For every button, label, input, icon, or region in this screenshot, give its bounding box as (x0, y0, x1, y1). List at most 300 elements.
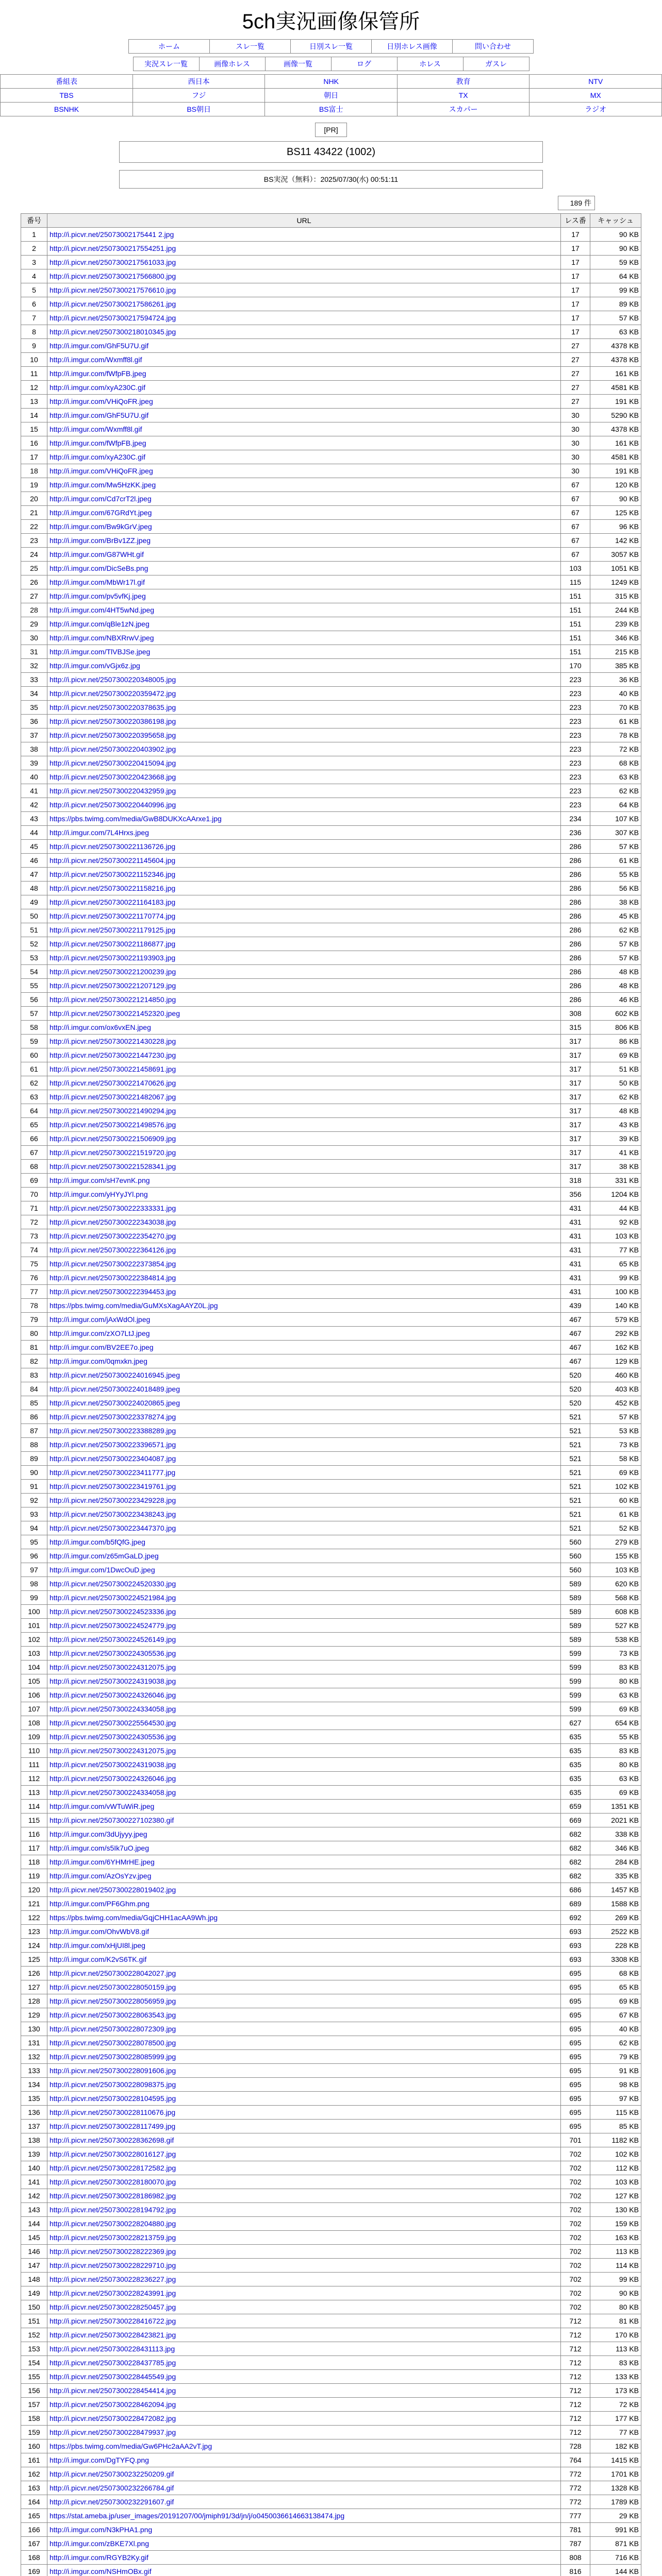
image-url-link[interactable]: http://i.picvr.net/2507300224018489.jpeg (47, 1382, 561, 1396)
res-number: 103 (561, 562, 590, 575)
row-number: 132 (21, 2050, 47, 2064)
subnav-link-1[interactable]: 実況スレ一覧 (144, 60, 188, 68)
cache-size: 385 KB (590, 659, 641, 673)
image-url-link[interactable]: http://i.imgur.com/xyA230C.gif (47, 450, 561, 464)
cache-size: 144 KB (590, 2565, 641, 2576)
image-url-link[interactable]: http://i.imgur.com/1DwcOuD.jpeg (47, 1563, 561, 1577)
image-url-link[interactable]: http://i.picvr.net/2507300227102380.gif (47, 1814, 561, 1827)
image-url-link[interactable]: http://i.picvr.net/2507300220440996.jpg (47, 798, 561, 812)
image-url-link[interactable]: http://i.imgur.com/qBle1zN.jpeg (47, 617, 561, 631)
res-number: 286 (561, 979, 590, 993)
cache-size: 68 KB (590, 1967, 641, 1980)
table-row (21, 798, 641, 812)
image-url-link[interactable]: http://i.imgur.com/7L4Hrxs.jpeg (47, 826, 561, 840)
res-number: 223 (561, 728, 590, 742)
image-url-link[interactable]: http://i.picvr.net/2507300228423821.jpg (47, 2328, 561, 2342)
image-url-link[interactable]: http://i.picvr.net/2507300221214850.jpg (47, 993, 561, 1007)
cache-size: 4378 KB (590, 353, 641, 367)
image-url-link[interactable]: http://i.imgur.com/3dUjyyy.jpeg (47, 1827, 561, 1841)
image-url-link[interactable]: http://i.imgur.com/z65mGaLD.jpeg (47, 1549, 561, 1563)
table-row (21, 534, 641, 548)
image-url-link[interactable]: http://i.picvr.net/2507300228078500.jpg (47, 2036, 561, 2050)
channel-link-4[interactable]: 教育 (456, 77, 471, 86)
res-number: 67 (561, 478, 590, 492)
image-url-link[interactable]: http://i.picvr.net/2507300228050159.jpg (47, 1980, 561, 1994)
image-url-link[interactable]: http://i.picvr.net/2507300228416722.jpg (47, 2314, 561, 2328)
cache-size: 107 KB (590, 812, 641, 826)
image-url-link[interactable]: http://i.imgur.com/GhF5U7U.gif (47, 339, 561, 353)
cache-size: 99 KB (590, 1271, 641, 1285)
image-url-link[interactable]: http://i.picvr.net/2507300223411777.jpg (47, 1466, 561, 1480)
image-url-link[interactable]: http://i.picvr.net/2507300221430228.jpg (47, 1035, 561, 1048)
table-row (21, 1396, 641, 1410)
row-number: 133 (21, 2064, 47, 2078)
cache-size: 346 KB (590, 631, 641, 645)
row-number: 154 (21, 2356, 47, 2370)
channel-link-9[interactable]: TX (458, 91, 468, 99)
image-url-link[interactable]: http://i.picvr.net/2507300220403902.jpg (47, 742, 561, 756)
image-url-link[interactable]: http://i.picvr.net/2507300228454414.jpg (47, 2384, 561, 2398)
res-number: 431 (561, 1243, 590, 1257)
image-url-link[interactable]: http://i.picvr.net/2507300228091606.jpg (47, 2064, 561, 2078)
image-url-link[interactable]: https://pbs.twimg.com/media/Gw6PHc2aAA2vT.jpg (47, 2439, 561, 2453)
image-url-link[interactable]: http://i.picvr.net/2507300221498576.jpg (47, 1118, 561, 1132)
image-url-link[interactable]: http://i.picvr.net/2507300221179125.jpg (47, 923, 561, 937)
image-url-link[interactable]: http://i.picvr.net/2507300221482067.jpg (47, 1090, 561, 1104)
subnav-link-5[interactable]: ホレス (419, 60, 441, 68)
cache-size: 80 KB (590, 2300, 641, 2314)
image-url-link[interactable]: http://i.picvr.net/2507300221490294.jpg (47, 1104, 561, 1118)
cache-size: 1351 KB (590, 1800, 641, 1814)
image-url-link[interactable]: http://i.picvr.net/2507300221470626.jpg (47, 1076, 561, 1090)
cache-size: 4581 KB (590, 450, 641, 464)
cache-size: 38 KB (590, 895, 641, 909)
channel-link-2[interactable]: 西日本 (188, 77, 210, 86)
image-url-link[interactable]: http://i.picvr.net/2507300224520330.jpg (47, 1577, 561, 1591)
res-number: 223 (561, 770, 590, 784)
image-url-link[interactable]: http://i.picvr.net/2507300228098375.jpg (47, 2078, 561, 2092)
cache-size: 806 KB (590, 1021, 641, 1035)
image-url-link[interactable]: http://i.picvr.net/2507300224312075.jpg (47, 1660, 561, 1674)
table-row (21, 659, 641, 673)
res-number: 521 (561, 1466, 590, 1480)
image-url-link[interactable]: http://i.picvr.net/2507300220432959.jpg (47, 784, 561, 798)
image-url-link[interactable]: http://i.picvr.net/2507300228104595.jpg (47, 2092, 561, 2106)
res-number: 521 (561, 1438, 590, 1452)
channel-link-11-cell (1, 103, 133, 116)
table-row (21, 2120, 641, 2133)
image-url-link[interactable]: http://i.imgur.com/jAxWdOl.jpeg (47, 1313, 561, 1327)
nav-link-4[interactable]: 日別ホレス画像 (387, 42, 437, 50)
image-url-link[interactable]: http://i.picvr.net/2507300221136726.jpg (47, 840, 561, 854)
row-number: 101 (21, 1619, 47, 1633)
image-url-link[interactable]: http://i.picvr.net/2507300232250209.gif (47, 2467, 561, 2481)
image-url-link[interactable]: http://i.imgur.com/NBXRrwV.jpeg (47, 631, 561, 645)
image-url-link[interactable]: http://i.picvr.net/2507300218010345.jpg (47, 325, 561, 339)
image-url-link[interactable]: http://i.picvr.net/2507300221458691.jpg (47, 1062, 561, 1076)
image-url-link[interactable]: http://i.picvr.net/2507300228117499.jpg (47, 2120, 561, 2133)
image-url-link[interactable]: http://i.imgur.com/vWTuWiR.jpeg (47, 1800, 561, 1814)
subnav-link-4[interactable]: ログ (357, 60, 371, 68)
image-url-link[interactable]: http://i.imgur.com/NSHmOBx.gif (47, 2565, 561, 2576)
image-url-link[interactable]: http://i.imgur.com/BV2EE7o.jpeg (47, 1341, 561, 1354)
image-url-link[interactable]: http://i.picvr.net/2507300221145604.jpg (47, 854, 561, 868)
res-number: 27 (561, 353, 590, 367)
image-url-link[interactable]: http://i.picvr.net/2507300224305536.jpg (47, 1730, 561, 1744)
cache-size: 161 KB (590, 436, 641, 450)
image-url-link[interactable]: http://i.picvr.net/2507300223378274.jpg (47, 1410, 561, 1424)
image-url-link[interactable]: http://i.picvr.net/2507300232291607.gif (47, 2495, 561, 2509)
cache-size: 538 KB (590, 1633, 641, 1647)
channel-link-12[interactable]: BS朝日 (187, 105, 211, 113)
table-row (21, 937, 641, 951)
res-number: 772 (561, 2467, 590, 2481)
image-url-link[interactable]: http://i.imgur.com/G87WHt.gif (47, 548, 561, 562)
image-url-link[interactable]: http://i.picvr.net/2507300228431113.jpg (47, 2342, 561, 2356)
image-url-link[interactable]: http://i.picvr.net/2507300222373854.jpg (47, 1257, 561, 1271)
image-url-link[interactable]: http://i.picvr.net/2507300220395658.jpg (47, 728, 561, 742)
cache-size: 57 KB (590, 937, 641, 951)
image-url-link[interactable]: http://i.imgur.com/BrBv1ZZ.jpeg (47, 534, 561, 548)
cache-size: 2021 KB (590, 1814, 641, 1827)
image-url-link[interactable]: http://i.imgur.com/6YHMrHE.jpeg (47, 1855, 561, 1869)
channel-link-6[interactable]: TBS (59, 91, 74, 99)
res-number: 702 (561, 2245, 590, 2259)
image-url-link[interactable]: http://i.imgur.com/VHiQoFR.jpeg (47, 395, 561, 409)
image-url-link[interactable]: http://i.imgur.com/Wxmff8l.gif (47, 353, 561, 367)
table-row (21, 2439, 641, 2453)
image-url-link[interactable]: http://i.picvr.net/2507300222343038.jpg (47, 1215, 561, 1229)
row-number: 139 (21, 2147, 47, 2161)
channel-link-8[interactable]: 朝日 (324, 91, 339, 99)
row-number: 161 (21, 2453, 47, 2467)
image-url-link[interactable]: http://i.picvr.net/2507300228362698.gif (47, 2133, 561, 2147)
image-url-link[interactable]: http://i.imgur.com/67GRdYt.jpeg (47, 506, 561, 520)
image-url-link[interactable]: http://i.picvr.net/2507300217561033.jpg (47, 256, 561, 269)
image-url-link[interactable]: http://i.imgur.com/RGYB2Ky.gif (47, 2551, 561, 2565)
row-number: 114 (21, 1800, 47, 1814)
image-url-link[interactable]: http://i.picvr.net/2507300228194792.jpg (47, 2203, 561, 2217)
subnav-link-1-cell (133, 57, 199, 71)
image-url-link[interactable]: https://stat.ameba.jp/user_images/20191207/00/jmiph91/3d/jn/j/o0450036614663138474.jpg (47, 2509, 561, 2523)
image-url-link[interactable]: http://i.picvr.net/2507300223396571.jpg (47, 1438, 561, 1452)
table-row (21, 2384, 641, 2398)
image-url-link[interactable]: http://i.picvr.net/2507300223404087.jpg (47, 1452, 561, 1466)
table-row (21, 1563, 641, 1577)
subnav-link-3[interactable]: 画像一覧 (284, 60, 312, 68)
row-number: 83 (21, 1368, 47, 1382)
image-url-link[interactable]: http://i.picvr.net/2507300217594724.jpg (47, 311, 561, 325)
image-url-link[interactable]: http://i.imgur.com/K2vS6TK.gif (47, 1953, 561, 1967)
cache-size: 460 KB (590, 1368, 641, 1382)
image-url-link[interactable]: http://i.picvr.net/2507300228204880.jpg (47, 2217, 561, 2231)
channel-link-7[interactable]: フジ (191, 91, 206, 99)
image-url-link[interactable]: http://i.picvr.net/2507300220423668.jpg (47, 770, 561, 784)
image-url-link[interactable]: http://i.imgur.com/GhF5U7U.gif (47, 409, 561, 422)
image-url-link[interactable]: http://i.imgur.com/DgTYFQ.png (47, 2453, 561, 2467)
row-number: 140 (21, 2161, 47, 2175)
image-url-link[interactable]: http://i.picvr.net/2507300221170774.jpg (47, 909, 561, 923)
image-url-link[interactable]: http://i.picvr.net/2507300228479937.jpg (47, 2426, 561, 2439)
image-url-link[interactable]: http://i.picvr.net/2507300224016945.jpeg (47, 1368, 561, 1382)
image-url-link[interactable]: http://i.imgur.com/pv5vfKj.jpeg (47, 589, 561, 603)
image-url-link[interactable]: http://i.picvr.net/2507300228019402.jpg (47, 1883, 561, 1897)
res-number: 521 (561, 1494, 590, 1507)
res-number: 431 (561, 1215, 590, 1229)
image-url-link[interactable]: http://i.picvr.net/2507300228063543.jpg (47, 2008, 561, 2022)
image-url-link[interactable]: http://i.picvr.net/2507300224526149.jpg (47, 1633, 561, 1647)
image-url-link[interactable]: http://i.picvr.net/2507300217576610.jpg (47, 283, 561, 297)
image-url-link[interactable]: http://i.picvr.net/2507300224312075.jpg (47, 1744, 561, 1758)
row-number: 116 (21, 1827, 47, 1841)
image-url-link[interactable]: http://i.picvr.net/2507300228186982.jpg (47, 2189, 561, 2203)
image-url-link[interactable]: http://i.picvr.net/2507300220348005.jpg (47, 673, 561, 687)
res-number: 431 (561, 1285, 590, 1299)
channel-link-13-cell (265, 103, 398, 116)
image-url-link[interactable]: http://i.picvr.net/2507300224305536.jpg (47, 1647, 561, 1660)
image-url-link[interactable]: http://i.imgur.com/sH7evnK.png (47, 1174, 561, 1188)
channel-link-9-cell (397, 89, 529, 103)
image-url-link[interactable]: http://i.imgur.com/b5fQfG.jpeg (47, 1535, 561, 1549)
image-url-link[interactable]: http://i.imgur.com/xHjUI8l.jpeg (47, 1939, 561, 1953)
res-number: 589 (561, 1619, 590, 1633)
image-url-link[interactable]: http://i.picvr.net/2507300220415094.jpg (47, 756, 561, 770)
image-url-link[interactable]: http://i.picvr.net/2507300221452320.jpeg (47, 1007, 561, 1021)
image-url-link[interactable]: http://i.imgur.com/ox6vxEN.jpeg (47, 1021, 561, 1035)
cache-size: 3057 KB (590, 548, 641, 562)
table-row (21, 2426, 641, 2439)
row-number: 125 (21, 1953, 47, 1967)
image-url-link[interactable]: http://i.picvr.net/2507300224523336.jpg (47, 1605, 561, 1619)
image-url-link[interactable]: http://i.picvr.net/2507300221519720.jpg (47, 1146, 561, 1160)
res-number: 17 (561, 283, 590, 297)
image-url-link[interactable]: http://i.picvr.net/2507300221528341.jpg (47, 1160, 561, 1174)
nav-link-5[interactable]: 問い合わせ (475, 42, 511, 50)
image-url-link[interactable]: http://i.picvr.net/2507300223438243.jpg (47, 1507, 561, 1521)
image-url-link[interactable]: http://i.picvr.net/2507300222333331.jpg (47, 1201, 561, 1215)
image-url-link[interactable]: http://i.picvr.net/2507300224319038.jpg (47, 1674, 561, 1688)
image-url-link[interactable]: http://i.picvr.net/2507300224334058.jpg (47, 1702, 561, 1716)
table-row (21, 2370, 641, 2384)
nav-link-1[interactable]: ホーム (158, 42, 180, 50)
res-number: 764 (561, 2453, 590, 2467)
row-number: 67 (21, 1146, 47, 1160)
channel-link-14[interactable]: スカパー (449, 105, 478, 113)
image-url-link[interactable]: http://i.imgur.com/MbWr17l.gif (47, 575, 561, 589)
row-number: 113 (21, 1786, 47, 1800)
table-row (21, 2036, 641, 2050)
image-url-link[interactable]: http://i.picvr.net/2507300220378635.jpg (47, 701, 561, 715)
table-row (21, 2147, 641, 2161)
image-url-link[interactable]: http://i.imgur.com/DicSeBs.png (47, 562, 561, 575)
nav-link-3[interactable]: 日別スレ一覧 (309, 42, 353, 50)
image-url-link[interactable]: http://i.picvr.net/2507300228236227.jpg (47, 2273, 561, 2286)
image-url-link[interactable]: http://i.picvr.net/2507300221164183.jpg (47, 895, 561, 909)
res-number: 599 (561, 1674, 590, 1688)
nav-link-2[interactable]: スレ一覧 (236, 42, 264, 50)
image-url-link[interactable]: http://i.picvr.net/2507300228445549.jpg (47, 2370, 561, 2384)
image-url-link[interactable]: https://pbs.twimg.com/media/GwB8DUKXcAArxe1.jpg (47, 812, 561, 826)
image-url-link[interactable]: http://i.imgur.com/zXO7LtJ.jpeg (47, 1327, 561, 1341)
table-row (21, 1201, 641, 1215)
row-number: 54 (21, 965, 47, 979)
image-url-link[interactable]: http://i.picvr.net/2507300228072309.jpg (47, 2022, 561, 2036)
image-url-link[interactable]: http://i.picvr.net/2507300225564530.jpg (47, 1716, 561, 1730)
image-url-link[interactable]: http://i.picvr.net/2507300228085999.jpg (47, 2050, 561, 2064)
image-url-link[interactable]: http://i.picvr.net/2507300224521984.jpg (47, 1591, 561, 1605)
image-url-link[interactable]: http://i.imgur.com/Wxmff8l.gif (47, 422, 561, 436)
row-number: 94 (21, 1521, 47, 1535)
image-url-link[interactable]: http://i.picvr.net/2507300228472082.jpg (47, 2412, 561, 2426)
image-url-link[interactable]: http://i.picvr.net/2507300228243991.jpg (47, 2286, 561, 2300)
table-row (21, 2412, 641, 2426)
row-number: 144 (21, 2217, 47, 2231)
image-url-link[interactable]: http://i.picvr.net/2507300228229710.jpg (47, 2259, 561, 2273)
image-url-link[interactable]: http://i.picvr.net/2507300221207129.jpg (47, 979, 561, 993)
image-url-link[interactable]: http://i.picvr.net/2507300228056959.jpg (47, 1994, 561, 2008)
image-url-link[interactable]: http://i.picvr.net/2507300223447370.jpg (47, 1521, 561, 1535)
image-url-link[interactable]: http://i.picvr.net/2507300217586261.jpg (47, 297, 561, 311)
row-number: 32 (21, 659, 47, 673)
image-url-link[interactable]: http://i.imgur.com/yHYyJYl.png (47, 1188, 561, 1201)
image-url-link[interactable]: http://i.imgur.com/xyA230C.gif (47, 381, 561, 395)
table-row (21, 909, 641, 923)
image-url-link[interactable]: http://i.imgur.com/zBKE7Xl.png (47, 2537, 561, 2551)
subnav-link-2[interactable]: 画像ホレス (214, 60, 250, 68)
row-number: 22 (21, 520, 47, 534)
image-url-link[interactable]: https://pbs.twimg.com/media/GqjCHH1acAA9Wh.jpg (47, 1911, 561, 1925)
image-url-link[interactable]: http://i.imgur.com/fWfpFB.jpeg (47, 436, 561, 450)
cache-size: 69 KB (590, 1702, 641, 1716)
image-url-link[interactable]: http://i.imgur.com/N3kPHA1.png (47, 2523, 561, 2537)
cache-size: 5290 KB (590, 409, 641, 422)
image-url-link[interactable]: http://i.imgur.com/0qmxkn.jpeg (47, 1354, 561, 1368)
row-number: 3 (21, 256, 47, 269)
table-row (21, 2231, 641, 2245)
table-row (21, 1438, 641, 1452)
channel-link-10[interactable]: MX (590, 91, 601, 99)
row-number: 81 (21, 1341, 47, 1354)
image-url-link[interactable]: http://i.imgur.com/TlVBJSe.jpeg (47, 645, 561, 659)
image-url-link[interactable]: http://i.picvr.net/2507300222394453.jpg (47, 1285, 561, 1299)
image-url-link[interactable]: http://i.picvr.net/2507300221506909.jpg (47, 1132, 561, 1146)
image-url-link[interactable]: http://i.imgur.com/OhvWbV8.gif (47, 1925, 561, 1939)
image-url-link[interactable]: http://i.imgur.com/4HT5wNd.jpeg (47, 603, 561, 617)
image-url-link[interactable]: http://i.picvr.net/2507300221186877.jpg (47, 937, 561, 951)
res-number: 702 (561, 2217, 590, 2231)
image-url-link[interactable]: http://i.picvr.net/2507300224326046.jpg (47, 1688, 561, 1702)
cache-size: 48 KB (590, 979, 641, 993)
row-number: 4 (21, 269, 47, 283)
image-url-link[interactable]: http://i.imgur.com/vGjx6z.jpg (47, 659, 561, 673)
image-url-link[interactable]: http://i.picvr.net/2507300228016127.jpg (47, 2147, 561, 2161)
image-url-link[interactable]: http://i.picvr.net/2507300217566800.jpg (47, 269, 561, 283)
image-url-link[interactable]: http://i.imgur.com/Mw5HzKK.jpeg (47, 478, 561, 492)
image-url-link[interactable]: http://i.picvr.net/2507300221447230.jpg (47, 1048, 561, 1062)
image-url-link[interactable]: http://i.picvr.net/25073002175441 2.jpg (47, 228, 561, 242)
channel-link-3[interactable]: NHK (323, 77, 339, 86)
image-url-link[interactable]: http://i.picvr.net/2507300222384814.jpg (47, 1271, 561, 1285)
image-url-link[interactable]: http://i.picvr.net/2507300228213759.jpg (47, 2231, 561, 2245)
image-url-link[interactable]: http://i.picvr.net/2507300224334058.jpg (47, 1786, 561, 1800)
image-url-link[interactable]: http://i.picvr.net/2507300228180070.jpg (47, 2175, 561, 2189)
image-url-link[interactable]: http://i.picvr.net/2507300217554251.jpg (47, 242, 561, 256)
image-url-link[interactable]: http://i.picvr.net/2507300221158216.jpg (47, 882, 561, 895)
image-url-link[interactable]: http://i.picvr.net/2507300224326046.jpg (47, 1772, 561, 1786)
cache-size: 568 KB (590, 1591, 641, 1605)
channel-link-1[interactable]: 番組表 (55, 77, 77, 86)
channel-link-15[interactable]: ラジオ (585, 105, 607, 113)
res-number: 30 (561, 464, 590, 478)
image-url-link[interactable]: http://i.picvr.net/2507300228222369.jpg (47, 2245, 561, 2259)
image-url-link[interactable]: http://i.picvr.net/2507300221152346.jpg (47, 868, 561, 882)
row-number: 106 (21, 1688, 47, 1702)
table-row (21, 450, 641, 464)
image-url-link[interactable]: http://i.imgur.com/Cd7crT2l.jpeg (47, 492, 561, 506)
image-url-link[interactable]: http://i.picvr.net/2507300220386198.jpg (47, 715, 561, 728)
row-number: 162 (21, 2467, 47, 2481)
image-url-link[interactable]: http://i.picvr.net/2507300222354270.jpg (47, 1229, 561, 1243)
cache-size: 77 KB (590, 1243, 641, 1257)
image-url-link[interactable]: http://i.picvr.net/2507300224020865.jpeg (47, 1396, 561, 1410)
image-url-link[interactable]: http://i.picvr.net/2507300221193903.jpg (47, 951, 561, 965)
res-number: 520 (561, 1368, 590, 1382)
channel-link-5[interactable]: NTV (588, 77, 603, 86)
cache-size: 99 KB (590, 2273, 641, 2286)
image-url-link[interactable]: http://i.imgur.com/VHiQoFR.jpeg (47, 464, 561, 478)
row-number: 109 (21, 1730, 47, 1744)
image-url-link[interactable]: http://i.imgur.com/Bw9kGrV.jpeg (47, 520, 561, 534)
table-row (21, 1174, 641, 1188)
image-url-link[interactable]: http://i.picvr.net/2507300223419761.jpg (47, 1480, 561, 1494)
res-number: 151 (561, 617, 590, 631)
image-url-link[interactable]: http://i.picvr.net/2507300224319038.jpg (47, 1758, 561, 1772)
image-url-link[interactable]: http://i.picvr.net/2507300228172582.jpg (47, 2161, 561, 2175)
table-row (21, 1897, 641, 1911)
table-row (21, 868, 641, 882)
res-number: 27 (561, 367, 590, 381)
subnav-link-6[interactable]: ガスレ (485, 60, 507, 68)
cache-size: 163 KB (590, 2231, 641, 2245)
image-url-link[interactable]: http://i.picvr.net/2507300228042027.jpg (47, 1967, 561, 1980)
row-number: 65 (21, 1118, 47, 1132)
image-url-link[interactable]: http://i.picvr.net/2507300224524779.jpg (47, 1619, 561, 1633)
image-url-link[interactable]: http://i.picvr.net/2507300220359472.jpg (47, 687, 561, 701)
channel-link-11[interactable]: BSNHK (54, 105, 79, 113)
image-url-link[interactable]: http://i.imgur.com/PF6Ghm.png (47, 1897, 561, 1911)
cache-size: 92 KB (590, 1215, 641, 1229)
image-url-link[interactable]: http://i.picvr.net/2507300228437785.jpg (47, 2356, 561, 2370)
cache-size: 69 KB (590, 1786, 641, 1800)
image-url-link[interactable]: http://i.picvr.net/2507300223429228.jpg (47, 1494, 561, 1507)
image-url-link[interactable]: http://i.picvr.net/2507300228110676.jpg (47, 2106, 561, 2120)
image-url-link[interactable]: http://i.picvr.net/2507300228462094.jpg (47, 2398, 561, 2412)
channel-link-13[interactable]: BS富士 (319, 105, 343, 113)
image-url-link[interactable]: http://i.imgur.com/AzOsYzv.jpeg (47, 1869, 561, 1883)
image-url-link[interactable]: http://i.picvr.net/2507300221200239.jpg (47, 965, 561, 979)
image-url-link[interactable]: http://i.picvr.net/2507300222364126.jpg (47, 1243, 561, 1257)
row-number: 117 (21, 1841, 47, 1855)
cache-size: 113 KB (590, 2245, 641, 2259)
image-url-link[interactable]: http://i.picvr.net/2507300223388289.jpg (47, 1424, 561, 1438)
image-url-link[interactable]: http://i.picvr.net/2507300232266784.gif (47, 2481, 561, 2495)
image-url-link[interactable]: http://i.picvr.net/2507300228250457.jpg (47, 2300, 561, 2314)
row-number: 157 (21, 2398, 47, 2412)
image-url-link[interactable]: http://i.imgur.com/s5Ik7uO.jpeg (47, 1841, 561, 1855)
image-url-link[interactable]: https://pbs.twimg.com/media/GuMXsXagAAYZ0L.jpg (47, 1299, 561, 1313)
res-number: 286 (561, 993, 590, 1007)
image-url-link[interactable]: http://i.imgur.com/fWfpFB.jpeg (47, 367, 561, 381)
